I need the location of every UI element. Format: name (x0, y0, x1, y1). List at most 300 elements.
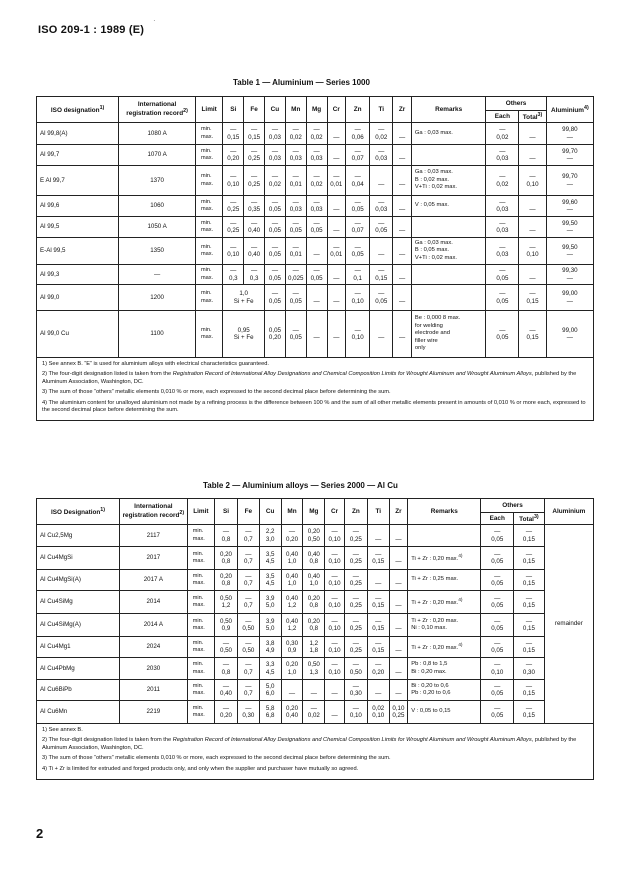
header-international-registration: International registration record$^{2)}$ (120, 499, 188, 525)
others-each-cell: — 0,10 (481, 658, 514, 680)
table1-note-2: 2) The four-digit designation listed is taken from the Registration Record of International Alloy Designations and Chemical Composition Limits for Wrought Aluminum and Wrought Aluminum Alloys, published by the Aluminum Association, Washington, DC. (42, 371, 577, 385)
cu-cell: — 0,05 (265, 265, 286, 285)
registration-cell: 2017 (120, 547, 188, 570)
fe-cell: — 0,7 (237, 591, 259, 614)
zr-cell: — (389, 614, 408, 637)
aluminium-cell: 99,00 — (546, 285, 593, 311)
ti-cell: — 0,15 (367, 637, 389, 658)
iso-designation-cell: Al Cu4Mg1 (37, 637, 120, 658)
aluminium-cell: 99,60 — (546, 196, 593, 217)
others-total-cell: — 0,15 (514, 701, 545, 724)
table-row (37, 166, 594, 196)
others-each-cell: — 0,05 (481, 614, 514, 637)
document-header: ISO 209-1 : 1989 (E) (38, 24, 145, 36)
iso-designation-cell: Al 99,0 Cu (37, 311, 119, 358)
remarks-cell (411, 217, 486, 238)
ti-cell: — 0,15 (370, 265, 393, 285)
limit-cell: min. max. (195, 311, 222, 358)
others-total-cell: — 0,10 (519, 166, 546, 196)
iso-designation-cell: Al 99,6 (37, 196, 119, 217)
fe-cell: — 0,7 (237, 547, 259, 570)
header-zn: Zn (344, 499, 367, 525)
mg-cell: — 0,03 (306, 196, 327, 217)
fe-cell: — 0,15 (244, 123, 265, 145)
iso-designation-cell: Al Cu2,5Mg (37, 525, 120, 547)
fe-cell: — 0,7 (237, 680, 259, 701)
zn-cell: — 0,07 (346, 145, 370, 166)
mg-cell: 0,40 0,8 (303, 547, 325, 570)
header-limit: Limit (187, 499, 214, 525)
others-each-cell: — 0,05 (481, 701, 514, 724)
cr-cell: — (327, 145, 346, 166)
ti-cell: — (370, 166, 393, 196)
cr-cell: — 0,01 (327, 166, 346, 196)
cu-cell: 3,5 4,5 (259, 570, 281, 591)
others-each-cell: — 0,05 (481, 637, 514, 658)
ti-cell: — (370, 238, 393, 265)
mg-cell: — 0,02 (306, 123, 327, 145)
header-iso-designation: ISO designation$^{1)}$ (37, 97, 119, 123)
iso-designation-cell: Al Cu6Mn (37, 701, 120, 724)
limit-cell: min. max. (195, 265, 222, 285)
mg-cell: 0,20 0,8 (303, 614, 325, 637)
si-cell: — 0,3 (223, 265, 244, 285)
mn-cell: — 0,01 (285, 166, 306, 196)
aluminium-cell: 99,30 — (546, 265, 593, 285)
cr-cell: — 0,10 (325, 525, 345, 547)
cu-cell: — 0,05 (265, 238, 286, 265)
table-row (37, 570, 594, 591)
others-each-cell: — 0,05 (481, 680, 514, 701)
mg-cell: 0,20 0,8 (303, 591, 325, 614)
others-each-cell: — 0,03 (486, 238, 519, 265)
table2-aluminium-alloys-series-2000 (36, 498, 594, 780)
zr-cell: — (389, 637, 408, 658)
registration-cell: 2024 (120, 637, 188, 658)
zn-cell: — 0,05 (346, 238, 370, 265)
zn-cell: — 0,50 (344, 658, 367, 680)
remarks-cell: Ti + Zr : 0,20 max. Ni : 0,10 max. (408, 614, 481, 637)
zn-cell: — 0,25 (344, 525, 367, 547)
zr-cell: — (393, 166, 412, 196)
limit-cell: min. max. (195, 285, 222, 311)
registration-cell: — (119, 265, 196, 285)
registration-cell: 1060 (119, 196, 196, 217)
table-row (37, 285, 594, 311)
remarks-cell: Ti + Zr : 0,20 max.$^{4)}$ (408, 637, 481, 658)
cr-cell: — (327, 123, 346, 145)
zn-cell: — 0,25 (344, 637, 367, 658)
mn-cell: — 0,02 (285, 123, 306, 145)
si-cell: — 0,50 (215, 637, 238, 658)
mg-cell: 0,20 0,50 (303, 525, 325, 547)
header-mn: Mn (285, 97, 306, 123)
table1-note-4: 4) The aluminium content for unalloyed aluminium not made by a refining process is the difference between 100 % and the sum of all other metallic elements present in amounts of 0,010 % or more each, expressed to the second decimal place before determining the sum. (42, 399, 586, 414)
iso-designation-cell: Al Cu4SiMg (37, 591, 120, 614)
aluminium-cell: 99,00 — (546, 311, 593, 358)
limit-cell: min. max. (187, 658, 214, 680)
fe-cell: — 0,35 (244, 196, 265, 217)
fe-cell: — 0,7 (237, 570, 259, 591)
mg-cell: 1,2 1,8 (303, 637, 325, 658)
aluminium-cell: 99,70 — (546, 145, 593, 166)
header-fe: Fe (237, 499, 259, 525)
others-total-cell: — 0,15 (514, 591, 545, 614)
table-row (37, 123, 594, 145)
registration-cell: 2219 (120, 701, 188, 724)
cr-cell: — 0,10 (325, 637, 345, 658)
limit-cell: min. max. (187, 614, 214, 637)
cr-cell: — 0,10 (325, 614, 345, 637)
ti-cell: — (370, 311, 393, 358)
ti-cell: — 0,03 (370, 145, 393, 166)
header-cr: Cr (327, 97, 346, 123)
table1-title: Table 1 — Aluminium — Series 1000 (233, 78, 370, 87)
limit-cell: min. max. (187, 701, 214, 724)
iso-designation-cell: E Al 99,7 (37, 166, 119, 196)
others-total-cell: — 0,15 (514, 525, 545, 547)
zr-cell: — (389, 680, 408, 701)
registration-cell: 1370 (119, 166, 196, 196)
header-si: Si (223, 97, 244, 123)
iso-designation-cell: Al 99,7 (37, 145, 119, 166)
others-total-cell: — 0,10 (519, 238, 546, 265)
ti-cell: — 0,05 (370, 217, 393, 238)
cu-cell: — 0,03 (265, 145, 286, 166)
fe-cell: — 0,7 (237, 658, 259, 680)
si-cell: 0,50 0,9 (215, 614, 238, 637)
zn-cell: — 0,04 (346, 166, 370, 196)
zn-cell: — 0,10 (346, 285, 370, 311)
header-ti: Ti (370, 97, 393, 123)
remarks-cell: Ga : 0,03 max. (411, 123, 486, 145)
limit-cell: min. max. (195, 123, 222, 145)
header-remarks: Remarks (408, 499, 481, 525)
zn-cell: — 0,06 (346, 123, 370, 145)
zr-cell: — (389, 591, 408, 614)
mn-cell: — 0,05 (285, 217, 306, 238)
iso-designation-cell: Al Cu4SiMg(A) (37, 614, 120, 637)
header-international-registration: International registration record$^{2)}$ (119, 97, 196, 123)
header-others: Others (486, 97, 546, 111)
table2-title: Table 2 — Aluminium alloys — Series 2000 — Al Cu (203, 481, 398, 490)
zn-cell: — 0,10 (344, 701, 367, 724)
remarks-cell (411, 145, 486, 166)
zr-cell: — (393, 311, 412, 358)
table2-note-1: 1) See annex B. (42, 727, 83, 733)
cr-cell: — (327, 196, 346, 217)
header-others-each: Each (486, 111, 519, 123)
others-total-cell: — 0,15 (514, 680, 545, 701)
zr-cell: — (389, 658, 408, 680)
iso-designation-cell: Al Cu6BiPb (37, 680, 120, 701)
header-iso-designation: ISO Designation$^{1)}$ (37, 499, 120, 525)
ti-cell: — (367, 525, 389, 547)
remarks-cell: Bi : 0,20 to 0,6 Pb : 0,20 to 0,6 (408, 680, 481, 701)
others-each-cell: — 0,03 (486, 145, 519, 166)
table-row (37, 265, 594, 285)
mn-cell: 0,20 0,40 (281, 701, 303, 724)
limit-cell: min. max. (195, 145, 222, 166)
others-total-cell: — (519, 145, 546, 166)
others-total-cell: — (519, 217, 546, 238)
registration-cell: 1200 (119, 285, 196, 311)
cu-cell: 2,2 3,0 (259, 525, 281, 547)
others-total-cell: — (519, 265, 546, 285)
zr-cell: — (393, 285, 412, 311)
cu-cell: — 0,05 (265, 196, 286, 217)
si-cell: — 0,20 (215, 701, 238, 724)
cr-cell: — 0,10 (325, 591, 345, 614)
others-each-cell: — 0,02 (486, 123, 519, 145)
iso-designation-cell: Al Cu4PbMg (37, 658, 120, 680)
mn-cell: — 0,03 (285, 196, 306, 217)
header-others-total: Total$^{3)}$ (514, 513, 545, 525)
registration-cell: 1070 A (119, 145, 196, 166)
header-fe: Fe (244, 97, 265, 123)
table-row (37, 614, 594, 637)
cu-cell: 3,5 4,5 (259, 547, 281, 570)
iso-designation-cell: Al 99,5 (37, 217, 119, 238)
fe-cell: — 0,50 (237, 614, 259, 637)
table-row (37, 547, 594, 570)
si-cell: — 0,8 (215, 525, 238, 547)
aluminium-cell: 99,50 — (546, 217, 593, 238)
table2-note-3: 3) The sum of those “others” metallic elements 0,010 % or more, each expressed to the second decimal place before determining the sum. (42, 755, 391, 762)
limit-cell: min. max. (195, 196, 222, 217)
zr-cell: — (389, 570, 408, 591)
registration-cell: 2117 (120, 525, 188, 547)
table-row (37, 701, 594, 724)
aluminium-remainder-cell: remainder (544, 525, 593, 724)
si-cell: 0,50 1,2 (215, 591, 238, 614)
remarks-cell: Pb : 0,8 to 1,5 Bi : 0,20 max. (408, 658, 481, 680)
ti-cell: — 0,20 (367, 658, 389, 680)
aluminium-cell: 99,70 — (546, 166, 593, 196)
fe-cell: — 0,25 (244, 166, 265, 196)
table-row (37, 196, 594, 217)
mn-cell: 0,40 1,0 (281, 570, 303, 591)
mn-cell: — 0,03 (285, 145, 306, 166)
zr-cell: — (393, 145, 412, 166)
header-mg: Mg (303, 499, 325, 525)
si-fe-cell: 1,0 Si + Fe (223, 285, 265, 311)
others-each-cell: — 0,05 (486, 285, 519, 311)
remarks-cell: Ga : 0,03 max. B : 0,05 max. V+Ti : 0,02 max. (411, 238, 486, 265)
mg-cell: — 0,02 (306, 166, 327, 196)
cr-cell: — (327, 311, 346, 358)
ti-cell: — 0,05 (370, 285, 393, 311)
cu-cell: 5,8 6,8 (259, 701, 281, 724)
zr-cell: — (389, 547, 408, 570)
registration-cell: 2030 (120, 658, 188, 680)
mn-cell: 0,40 1,0 (281, 547, 303, 570)
others-total-cell: — (519, 123, 546, 145)
table-row (37, 680, 594, 701)
remarks-cell: Ti + Zr : 0,25 max. (408, 570, 481, 591)
fe-cell: — 0,3 (244, 265, 265, 285)
fe-cell: — 0,25 (244, 145, 265, 166)
header-mg: Mg (306, 97, 327, 123)
mg-cell: — 0,05 (306, 217, 327, 238)
ti-cell: — 0,15 (367, 591, 389, 614)
others-each-cell: — 0,03 (486, 196, 519, 217)
fe-cell: — 0,30 (237, 701, 259, 724)
header-zr: Zr (393, 97, 412, 123)
table-row (37, 217, 594, 238)
header-others: Others (481, 499, 544, 513)
cr-cell: — (327, 265, 346, 285)
ti-cell: — 0,03 (370, 196, 393, 217)
cu-cell: 3,9 5,0 (259, 591, 281, 614)
registration-cell: 1350 (119, 238, 196, 265)
limit-cell: min. max. (187, 637, 214, 658)
header-cu: Cu (259, 499, 281, 525)
si-cell: 0,20 0,8 (215, 547, 238, 570)
fe-cell: — 0,40 (244, 238, 265, 265)
ti-cell: 0,02 0,10 (367, 701, 389, 724)
zr-cell: — (393, 217, 412, 238)
ti-cell: — 0,15 (367, 547, 389, 570)
others-total-cell: — 0,15 (514, 570, 545, 591)
cu-cell: — 0,03 (265, 123, 286, 145)
limit-cell: min. max. (187, 547, 214, 570)
others-total-cell: — 0,15 (514, 547, 545, 570)
table-row (37, 637, 594, 658)
table1-note-3: 3) The sum of those “others” metallic elements 0,010 % or more, each expressed to the second decimal place before determining the sum. (42, 389, 391, 396)
zn-cell: — 0,05 (346, 196, 370, 217)
zr-cell: — (389, 525, 408, 547)
cu-cell: 3,9 5,0 (259, 614, 281, 637)
mg-cell: — 0,05 (306, 265, 327, 285)
zn-cell: — 0,25 (344, 547, 367, 570)
registration-cell: 1050 A (119, 217, 196, 238)
cu-cell: 3,8 4,9 (259, 637, 281, 658)
iso-designation-cell: Al 99,3 (37, 265, 119, 285)
header-aluminium: Aluminium (544, 499, 593, 525)
others-each-cell: — 0,02 (486, 166, 519, 196)
remarks-cell (408, 525, 481, 547)
ti-cell: — (367, 570, 389, 591)
header-ti: Ti (367, 499, 389, 525)
limit-cell: min. max. (195, 238, 222, 265)
registration-cell: 2014 (120, 591, 188, 614)
zr-cell: — (393, 238, 412, 265)
si-cell: — 0,25 (223, 196, 244, 217)
cr-cell: — (327, 285, 346, 311)
si-cell: — 0,10 (223, 166, 244, 196)
si-fe-cell: 0,95 Si + Fe (223, 311, 265, 358)
registration-cell: 2017 A (120, 570, 188, 591)
ti-cell: — (367, 680, 389, 701)
header-zn: Zn (346, 97, 370, 123)
table-row (37, 145, 594, 166)
cu-cell: — 0,02 (265, 166, 286, 196)
cr-cell: — 0,10 (325, 658, 345, 680)
others-each-cell: — 0,05 (486, 311, 519, 358)
header-others-total: Total$^{3)}$ (519, 111, 546, 123)
iso-designation-cell: Al Cu4MgSi (37, 547, 120, 570)
cr-cell: — (325, 680, 345, 701)
table-row (37, 238, 594, 265)
header-mark: · (153, 16, 156, 25)
mg-cell: — (306, 311, 327, 358)
zr-cell: — (393, 123, 412, 145)
iso-designation-cell: E-Al 99,5 (37, 238, 119, 265)
others-total-cell: — 0,15 (514, 637, 545, 658)
mn-cell: 0,30 0,9 (281, 637, 303, 658)
mg-cell: — 0,02 (303, 701, 325, 724)
mg-cell: — (306, 285, 327, 311)
others-total-cell: — 0,15 (519, 311, 546, 358)
header-others-each: Each (481, 513, 514, 525)
remarks-cell: V : 0,05 to 0,15 (408, 701, 481, 724)
header-mn: Mn (281, 499, 303, 525)
cu-cell: 3,3 4,5 (259, 658, 281, 680)
iso-designation-cell: Al Cu4MgSi(A) (37, 570, 120, 591)
table-row (37, 525, 594, 547)
others-each-cell: — 0,05 (481, 591, 514, 614)
cu-cell: 5,0 6,0 (259, 680, 281, 701)
remarks-cell: V : 0,05 max. (411, 196, 486, 217)
cr-cell: — (325, 701, 345, 724)
zn-cell: — 0,30 (344, 680, 367, 701)
registration-cell: 1100 (119, 311, 196, 358)
cu-cell: — 0,05 (265, 217, 286, 238)
mn-cell: 0,20 1,0 (281, 658, 303, 680)
others-total-cell: — (519, 196, 546, 217)
si-cell: — 0,25 (223, 217, 244, 238)
zr-cell: 0,10 0,25 (389, 701, 408, 724)
remarks-cell (411, 285, 486, 311)
table2-note-2: 2) The four-digit designation listed is taken from the Registration Record of International Alloy Designations and Chemical Composition Limits for Wrought Aluminum and Wrought Aluminum Alloys, published by the Aluminum Association, Washington, DC. (42, 737, 577, 751)
table1-aluminium-series-1000 (36, 96, 594, 421)
fe-cell: — 0,40 (244, 217, 265, 238)
si-cell: — 0,10 (223, 238, 244, 265)
remarks-cell (411, 265, 486, 285)
table-row (37, 658, 594, 680)
limit-cell: min. max. (195, 217, 222, 238)
table2-footnotes (37, 724, 594, 780)
table1-note-1: 1) See annex B. “E” is used for aluminium alloys with electrical characteristics guaranteed. (42, 361, 269, 367)
si-cell: — 0,40 (215, 680, 238, 701)
mg-cell: — 0,03 (306, 145, 327, 166)
fe-cell: — 0,50 (237, 637, 259, 658)
table1-footnotes (37, 358, 594, 421)
limit-cell: min. max. (187, 570, 214, 591)
others-each-cell: — 0,05 (486, 265, 519, 285)
cr-cell: — 0,10 (325, 547, 345, 570)
ti-cell: — 0,02 (370, 123, 393, 145)
mn-cell: — 0,05 (285, 311, 306, 358)
header-remarks: Remarks (411, 97, 486, 123)
si-cell: 0,20 0,8 (215, 570, 238, 591)
remarks-cell: Ti + Zr : 0,20 max.$^{4)}$ (408, 547, 481, 570)
si-cell: — 0,20 (223, 145, 244, 166)
header-limit: Limit (195, 97, 222, 123)
zr-cell: — (393, 196, 412, 217)
mn-cell: 0,40 1,2 (281, 614, 303, 637)
mg-cell: — (303, 680, 325, 701)
mg-cell: — (306, 238, 327, 265)
aluminium-cell: 99,80 — (546, 123, 593, 145)
header-cu: Cu (265, 97, 286, 123)
header-zr: Zr (389, 499, 408, 525)
remarks-cell: Ga : 0,03 max. B : 0,02 max. V+Ti : 0,02 max. (411, 166, 486, 196)
mn-cell: — 0,025 (285, 265, 306, 285)
aluminium-cell: 99,50 — (546, 238, 593, 265)
mn-cell: — 0,20 (281, 525, 303, 547)
